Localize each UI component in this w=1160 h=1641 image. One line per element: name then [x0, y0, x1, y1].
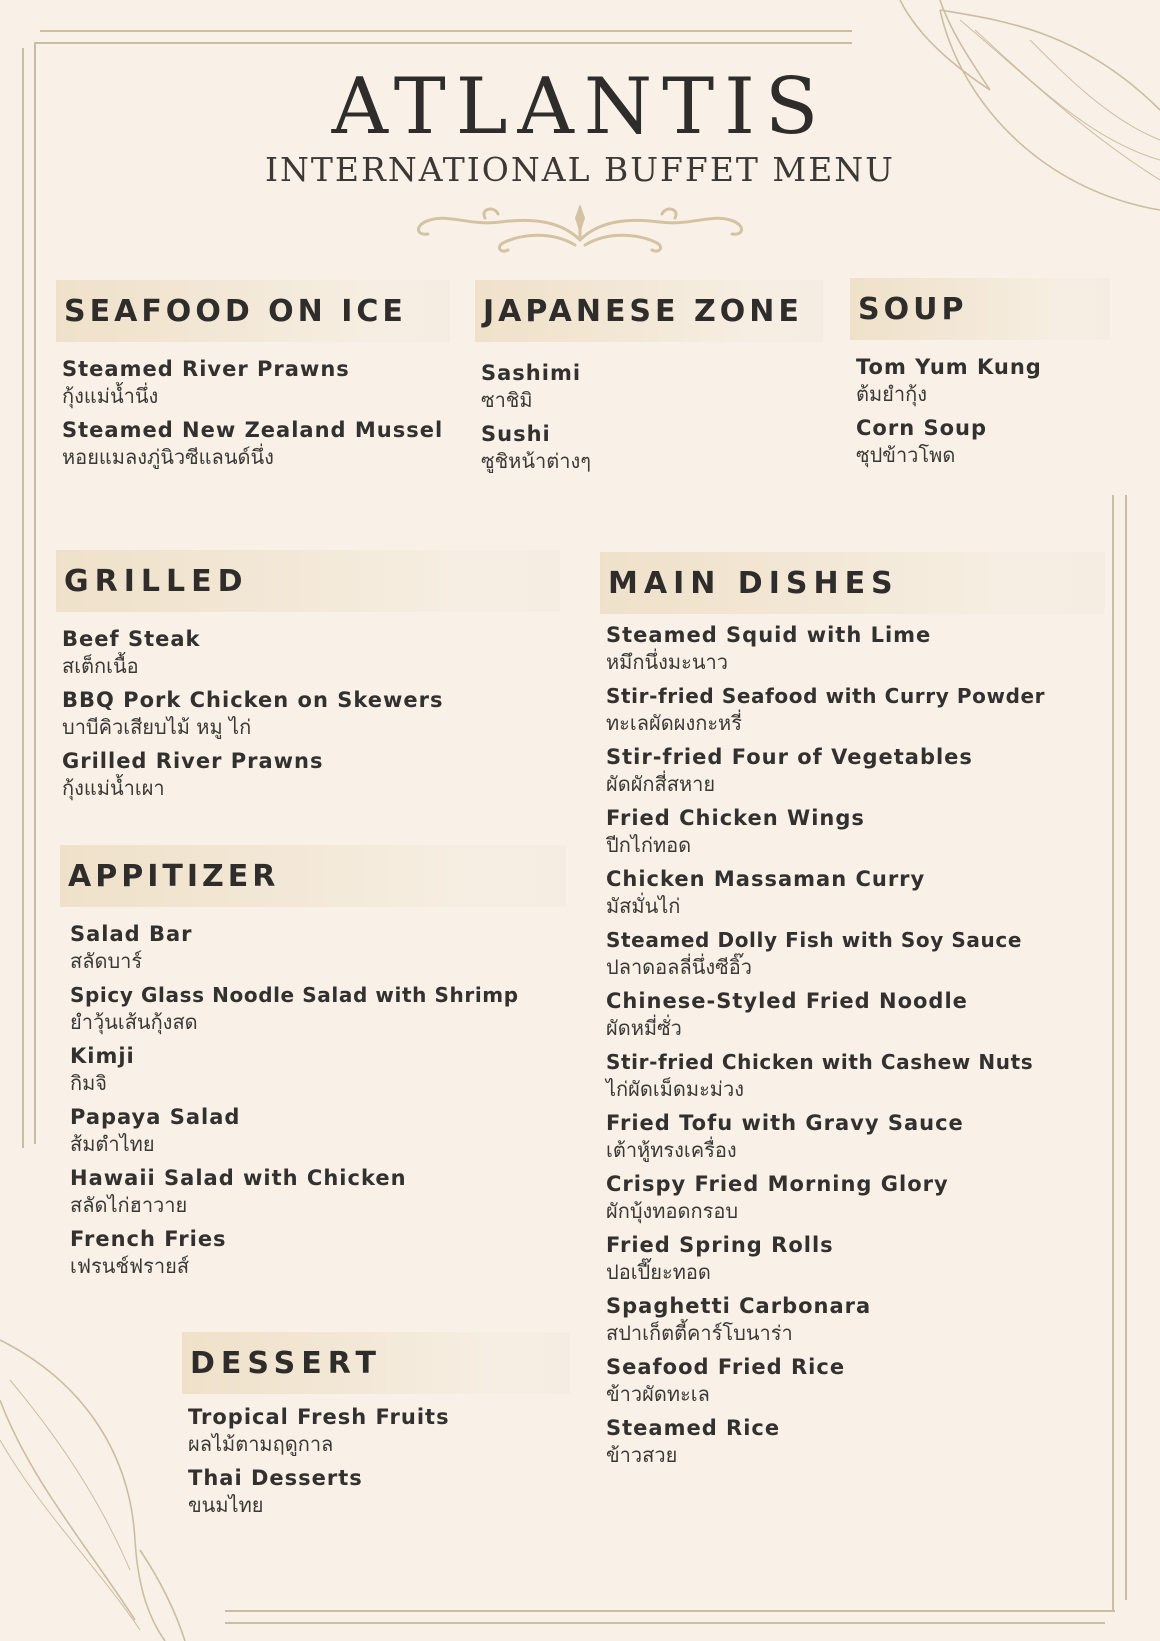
menu-item — [606, 1049, 1105, 1103]
item-name-en: Steamed Dolly Fish with Soy Sauce — [606, 928, 1022, 952]
item-list — [56, 612, 560, 802]
menu-item — [606, 866, 1105, 920]
section-seafood-on-ice — [56, 280, 450, 478]
item-name-en: Salad Bar — [70, 922, 193, 946]
leaf-illustration-bottom-left — [0, 1320, 190, 1641]
item-name-en: Steamed New Zealand Mussel — [62, 418, 444, 442]
item-name-en: Tom Yum Kung — [856, 355, 1042, 379]
item-name-en: Kimji — [70, 1044, 135, 1068]
item-name-th: ผัดหมี่ซั่ว — [606, 1016, 682, 1040]
item-name-en: Chicken Massaman Curry — [606, 867, 926, 891]
menu-item — [188, 1404, 570, 1458]
menu-item — [70, 1043, 566, 1097]
item-list — [475, 342, 823, 475]
frame-top-inner — [34, 42, 852, 44]
item-name-en: Corn Soup — [856, 416, 987, 440]
menu-item — [70, 982, 566, 1036]
item-name-th: ซูชิหน้าต่างๆ — [481, 449, 591, 473]
item-name-en: Sushi — [481, 422, 551, 446]
menu-item — [481, 360, 823, 414]
item-list — [60, 907, 566, 1280]
item-name-th: เต้าหู้ทรงเครื่อง — [606, 1138, 737, 1162]
section-title: GRILLED — [64, 563, 249, 599]
item-name-th: เฟรนช์ฟรายส์ — [70, 1254, 190, 1278]
item-name-en: Papaya Salad — [70, 1105, 241, 1129]
frame-right-outer — [1125, 495, 1127, 1600]
menu-item — [606, 1171, 1105, 1225]
frame-right-inner — [1112, 495, 1114, 1610]
section-title: MAIN DISHES — [608, 565, 899, 601]
item-name-th: กุ้งแม่น้ำเผา — [62, 776, 165, 800]
item-name-en: Fried Chicken Wings — [606, 806, 865, 830]
item-name-en: Steamed River Prawns — [62, 357, 350, 381]
menu-item — [606, 683, 1105, 737]
item-name-th: ข้าวผัดทะเล — [606, 1382, 710, 1406]
section-heading — [60, 845, 566, 907]
menu-item — [606, 744, 1105, 798]
item-name-th: ต้มยำกุ้ง — [856, 382, 927, 406]
item-name-th: มัสมั่นไก่ — [606, 894, 681, 918]
menu-item — [606, 1110, 1105, 1164]
item-name-en: Stir-fried Seafood with Curry Powder — [606, 684, 1046, 708]
item-list — [182, 1394, 570, 1519]
section-title: SOUP — [858, 291, 968, 327]
item-name-th: สเต็กเนื้อ — [62, 654, 139, 678]
item-name-th: ปอเปี๊ยะทอด — [606, 1260, 711, 1284]
menu-item — [606, 927, 1105, 981]
menu-item — [62, 356, 450, 410]
frame-left-outer — [22, 48, 24, 1148]
item-name-th: ปลาดอลลี่นึ่งซีอิ๊ว — [606, 955, 752, 979]
frame-top-outer — [40, 30, 852, 32]
restaurant-title: ATLANTIS — [331, 62, 829, 152]
menu-item — [62, 687, 560, 741]
item-name-th: หมึกนึ่งมะนาว — [606, 650, 728, 674]
item-name-en: Stir-fried Chicken with Cashew Nuts — [606, 1050, 1034, 1074]
item-name-th: สลัดไก่ฮาวาย — [70, 1193, 188, 1217]
item-list — [850, 340, 1110, 469]
menu-item — [62, 417, 450, 471]
item-name-th: ยำวุ้นเส้นกุ้งสด — [70, 1010, 198, 1034]
menu-item — [856, 354, 1110, 408]
item-name-th: ปีกไก่ทอด — [606, 833, 692, 857]
item-name-en: Seafood Fried Rice — [606, 1355, 846, 1379]
menu-item — [606, 988, 1105, 1042]
item-name-th: กิมจิ — [70, 1071, 108, 1095]
frame-bottom-outer — [225, 1622, 1105, 1624]
frame-left-inner — [34, 44, 36, 1144]
menu-item — [606, 1415, 1105, 1469]
menu-item — [62, 748, 560, 802]
section-heading — [182, 1332, 570, 1394]
section-heading — [600, 552, 1105, 614]
item-name-en: Chinese-Styled Fried Noodle — [606, 989, 968, 1013]
menu-item — [606, 805, 1105, 859]
menu-item — [481, 421, 823, 475]
menu-item — [62, 626, 560, 680]
section-heading — [56, 280, 450, 342]
section-heading — [475, 280, 823, 342]
item-name-th: บาบีคิวเสียบไม้ หมู ไก่ — [62, 715, 252, 739]
section-appetizer — [60, 845, 566, 1287]
item-name-en: Tropical Fresh Fruits — [188, 1405, 450, 1429]
section-title: SEAFOOD ON ICE — [64, 293, 407, 329]
section-heading — [56, 550, 560, 612]
item-name-th: ขนมไทย — [188, 1493, 264, 1517]
section-dessert — [182, 1332, 570, 1526]
item-name-en: Stir-fried Four of Vegetables — [606, 745, 973, 769]
section-soup — [850, 278, 1110, 476]
item-name-en: Sashimi — [481, 361, 582, 385]
item-name-en: Beef Steak — [62, 627, 201, 651]
item-name-en: Steamed Squid with Lime — [606, 623, 932, 647]
section-title: APPITIZER — [68, 858, 280, 894]
item-name-en: Thai Desserts — [188, 1466, 363, 1490]
section-heading — [850, 278, 1110, 340]
item-name-en: Spaghetti Carbonara — [606, 1294, 872, 1318]
item-name-th: หอยแมลงภู่นิวซีแลนด์นึ่ง — [62, 445, 274, 469]
item-name-th: ผักบุ้งทอดกรอบ — [606, 1199, 739, 1223]
section-grilled — [56, 550, 560, 809]
menu-item — [188, 1465, 570, 1519]
item-name-th: ผลไม้ตามฤดูกาล — [188, 1432, 334, 1456]
menu-item — [606, 1293, 1105, 1347]
section-title: JAPANESE ZONE — [483, 293, 803, 329]
item-name-en: BBQ Pork Chicken on Skewers — [62, 688, 444, 712]
frame-bottom-inner — [225, 1610, 1115, 1612]
menu-item — [606, 1354, 1105, 1408]
item-name-th: ข้าวสวย — [606, 1443, 678, 1467]
item-name-th: สปาเก็ตตี้คาร์โบนาร่า — [606, 1321, 793, 1345]
menu-subtitle: INTERNATIONAL BUFFET MENU — [265, 150, 895, 189]
item-name-th: ซุปข้าวโพด — [856, 443, 956, 467]
item-name-en: Steamed Rice — [606, 1416, 781, 1440]
item-name-en: Fried Spring Rolls — [606, 1233, 834, 1257]
item-name-th: สลัดบาร์ — [70, 949, 143, 973]
item-name-th: ผัดผักสี่สหาย — [606, 772, 716, 796]
item-list — [56, 342, 450, 471]
item-name-en: Grilled River Prawns — [62, 749, 324, 773]
menu-item — [70, 1104, 566, 1158]
section-title: DESSERT — [190, 1345, 382, 1381]
item-name-en: Fried Tofu with Gravy Sauce — [606, 1111, 964, 1135]
menu-item — [70, 1165, 566, 1219]
menu-item — [70, 921, 566, 975]
item-name-th: ไก่ผัดเม็ดมะม่วง — [606, 1077, 744, 1101]
item-name-en: Hawaii Salad with Chicken — [70, 1166, 407, 1190]
item-name-en: Crispy Fried Morning Glory — [606, 1172, 949, 1196]
menu-item — [606, 622, 1105, 676]
item-name-en: Spicy Glass Noodle Salad with Shrimp — [70, 983, 519, 1007]
menu-item — [70, 1226, 566, 1280]
item-name-en: French Fries — [70, 1227, 227, 1251]
section-japanese-zone — [475, 280, 823, 482]
section-main-dishes — [600, 552, 1105, 1476]
item-name-th: ส้มตำไทย — [70, 1132, 155, 1156]
item-name-th: ทะเลผัดผงกะหรี่ — [606, 711, 742, 735]
menu-item — [606, 1232, 1105, 1286]
item-list — [600, 614, 1105, 1469]
menu-item — [856, 415, 1110, 469]
ornamental-flourish-icon — [410, 200, 750, 260]
item-name-th: กุ้งแม่น้ำนึ่ง — [62, 384, 159, 408]
item-name-th: ซาชิมิ — [481, 388, 533, 412]
